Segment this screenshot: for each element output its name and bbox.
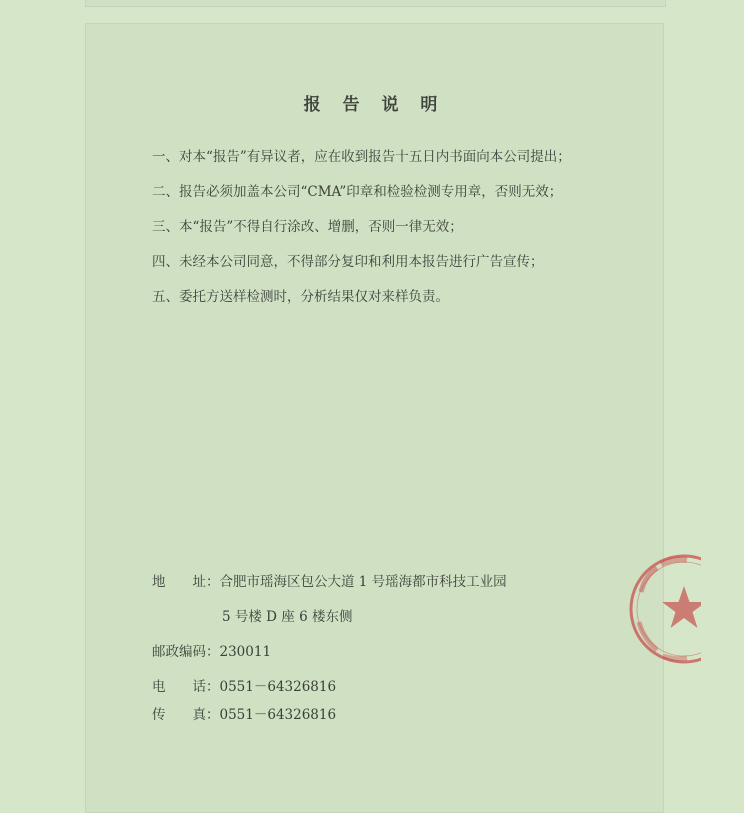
address-row-2	[222, 605, 352, 625]
address-line-1: 合肥市瑶海区包公大道 1 号瑶海都市科技工业园	[219, 574, 507, 590]
address-line-2: 5 号楼 D 座 6 楼东侧	[222, 609, 353, 625]
note-item-3: 三、本“报告”不得自行涂改、增删，否则一律无效；	[152, 219, 463, 235]
fax-label: 传 真：	[152, 707, 220, 723]
phone-row	[152, 675, 336, 695]
note-item-2: 二、报告必须加盖本公司“CMA”印章和检验检测专用章，否则无效；	[152, 184, 563, 200]
seal-stamp-graphic	[627, 552, 701, 666]
postcode-value: 230011	[219, 644, 272, 660]
note-item-5: 五、委托方送样检测时，分析结果仅对来样负责。	[152, 289, 449, 305]
page-title: 报 告 说 明	[303, 95, 446, 115]
note-item-4: 四、未经本公司同意，不得部分复印和利用本报告进行广告宣传；	[152, 254, 544, 270]
phone-value: 0551－64326816	[219, 679, 337, 695]
phone-label: 电 话：	[152, 679, 220, 695]
document-page	[85, 23, 664, 813]
postcode-row	[152, 640, 271, 660]
previous-page-edge	[85, 0, 666, 7]
note-item-1: 一、对本“报告”有异议者，应在收到报告十五日内书面向本公司提出；	[152, 149, 571, 165]
notes-list	[152, 148, 571, 323]
seal-stamp	[627, 552, 701, 666]
postcode-label: 邮政编码：	[152, 644, 220, 660]
fax-row	[152, 703, 336, 723]
fax-value: 0551－64326816	[219, 707, 337, 723]
address-label: 地 址：	[152, 574, 220, 590]
address-row	[152, 570, 507, 590]
